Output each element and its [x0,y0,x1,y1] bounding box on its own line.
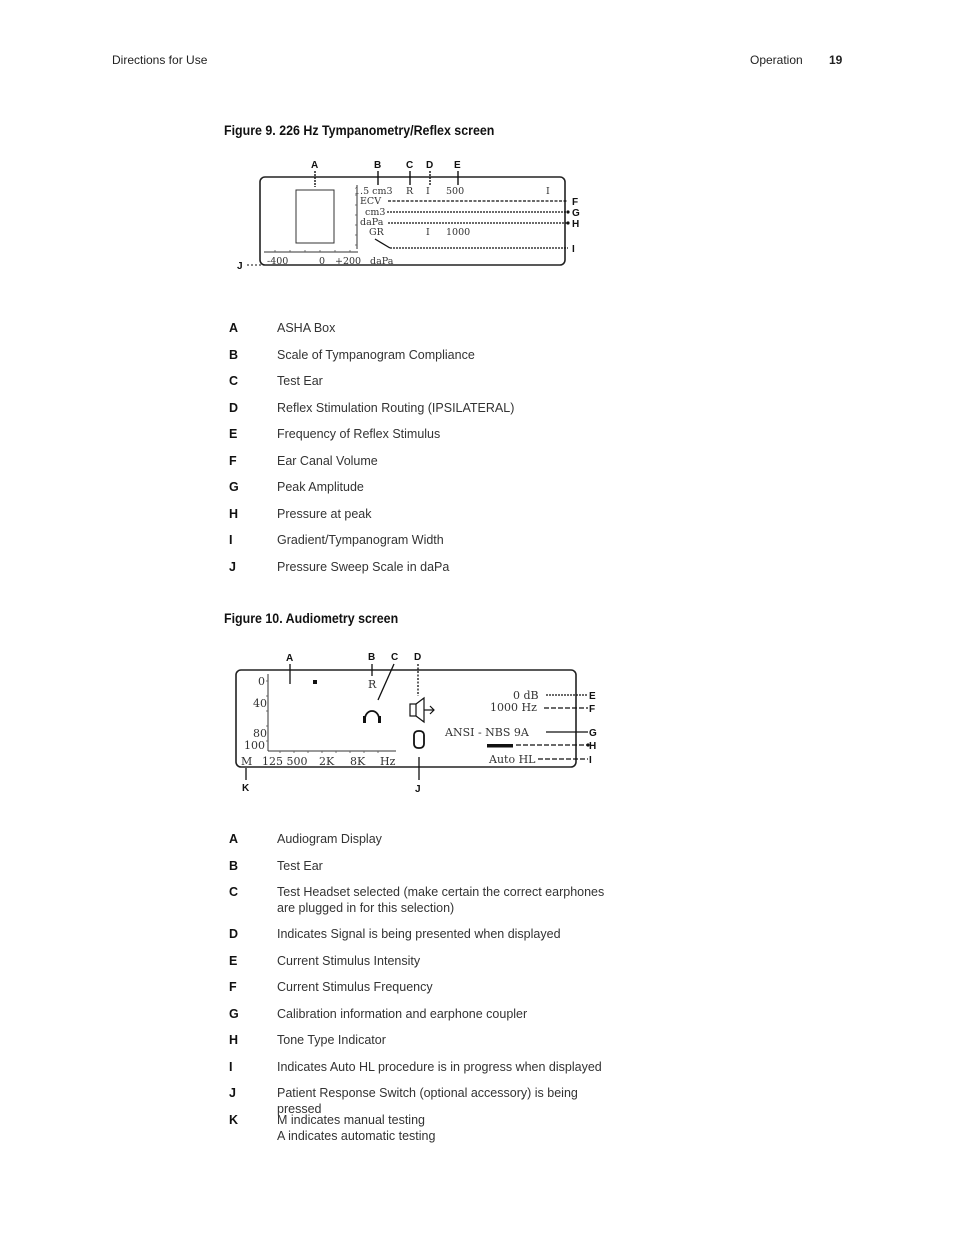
screen-right-i-text: I [546,186,550,197]
audiometry-screen-diagram [228,648,603,798]
legend-key: H [229,506,239,521]
legend-key: G [229,480,239,494]
callout-i: I [589,755,592,766]
figure-10-audiometry-screen [228,648,603,798]
page-number: 19 [829,53,843,67]
legend-key: D [229,927,239,941]
callout-g: G [589,728,597,739]
intensity-text: 0 dB [513,689,539,702]
dapa-label: daPa [360,217,384,228]
pressure-unit-label: daPa [370,256,394,267]
pressure-label-200: +200 [335,256,362,267]
legend-key: J [229,559,236,574]
callout-k: K [242,783,250,794]
test-ear-text: R [368,678,377,691]
legend-key: F [229,980,237,994]
callout-j: J [415,784,421,795]
y-label-0: 0 [258,675,265,688]
callout-c: C [406,160,414,171]
y-label-80: 80 [253,727,267,740]
legend-description: Audiogram Display [277,832,382,846]
legend-description: Test Ear [277,858,323,873]
leader-dots-right [566,210,569,224]
callout-b: B [368,652,376,663]
legend-key: C [229,374,239,388]
cm3-label: cm3 [365,207,386,218]
legend-key: K [229,1112,239,1127]
legend-description: Indicates Auto HL procedure is in progress when displayed [277,1059,602,1074]
figure-9-tympanometry-screen [230,155,590,273]
callout-j: J [237,261,243,272]
legend-key: F [229,453,237,468]
legend-description: Calibration information and earphone coupler [277,1006,528,1021]
routing-text: I [426,186,430,197]
figure-9-title: Figure 9. 226 Hz Tympanometry/Reflex screen [224,123,495,138]
legend-description: Test Ear [277,374,323,388]
reflex-frequency-text: 500 [446,186,465,197]
legend-description: Ear Canal Volume [277,453,378,468]
legend-description: M indicates manual testing A indicates automatic testing [277,1112,436,1143]
x-label-125-500: 125 500 [262,755,308,768]
legend-description: Pressure at peak [277,506,372,521]
test-ear-text: R [406,186,414,197]
legend-description: Tone Type Indicator [277,1033,386,1047]
callout-e: E [589,691,596,702]
legend-key: A [229,832,239,846]
callout-b: B [374,160,382,171]
y-label-40: 40 [253,697,267,710]
callout-h: H [572,219,580,230]
callout-d: D [426,160,434,171]
callout-f: F [589,704,596,715]
legend-key: I [229,533,233,547]
legend-key: J [229,1086,236,1100]
legend-key: G [229,1006,239,1021]
callout-a: A [286,653,294,664]
figure-10-title: Figure 10. Audiometry screen [224,611,399,626]
callout-c: C [391,652,399,663]
legend-key: B [229,858,239,873]
legend-key: E [229,427,238,441]
legend-description: Frequency of Reflex Stimulus [277,427,441,441]
callout-a: A [311,160,319,171]
legend-key: E [229,953,238,968]
legend-description: Test Headset selected (make certain the correct earphones are plugged in for this selection) [277,885,605,915]
auto-hl-text: Auto HL [489,753,536,766]
legend-description: Peak Amplitude [277,480,364,494]
running-header-section: Operation [750,53,803,67]
pressure-label-neg400: -400 [267,256,289,267]
legend-description: Reflex Stimulation Routing (IPSILATERAL) [277,400,515,415]
legend-description: Current Stimulus Intensity [277,953,421,968]
compliance-scale-text: 1.5 cm3 [354,186,393,197]
frequency-text: 1000 Hz [490,701,537,714]
legend-description: Gradient/Tympanogram Width [277,533,444,547]
legend-key: B [229,347,239,362]
mode-text: M [241,755,253,768]
callout-f: F [572,197,579,208]
legend-description: Indicates Signal is being presented when displayed [277,927,561,941]
calibration-text: ANSI - NBS 9A [445,726,529,739]
callout-h: H [589,741,597,752]
legend-key: H [229,1033,239,1047]
legend-description: ASHA Box [277,321,336,335]
callout-e: E [454,160,461,171]
x-label-8k: 8K [350,755,366,768]
gr-routing-text: I [426,227,430,238]
legend-description: Pressure Sweep Scale in daPa [277,559,450,574]
legend-key: A [229,321,239,335]
ecv-label: ECV [360,196,382,207]
callout-g: G [572,208,580,219]
legend-description: Patient Response Switch (optional accessory) is being pressed [277,1086,578,1116]
legend-key: I [229,1059,233,1074]
gr-label: GR [369,227,384,238]
legend-key: D [229,400,239,415]
gr-frequency-text: 1000 [446,227,471,238]
callout-d: D [414,652,422,663]
x-label-2k: 2K [319,755,335,768]
x-label-hz: Hz [380,755,396,768]
tympanometry-screen-diagram [230,155,590,273]
legend-key: C [229,885,239,899]
running-header-title: Directions for Use [112,53,208,67]
tone-type-bar [487,744,513,748]
legend-description: Scale of Tympanogram Compliance [277,347,475,362]
callout-i: I [572,244,575,255]
legend-description: Current Stimulus Frequency [277,980,433,994]
pressure-label-0: 0 [319,256,326,267]
y-label-100: 100 [244,739,265,752]
audiogram-cursor [313,680,317,684]
